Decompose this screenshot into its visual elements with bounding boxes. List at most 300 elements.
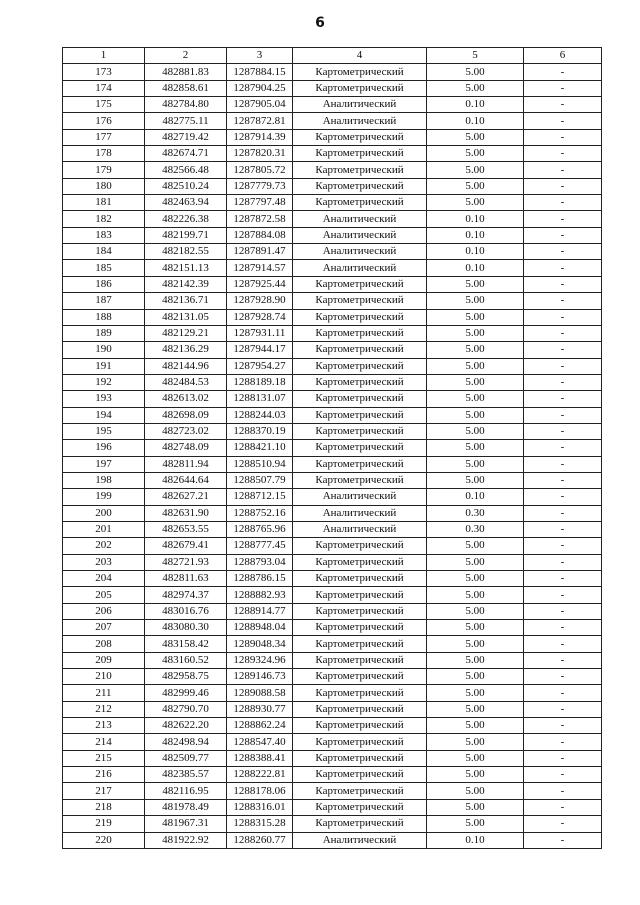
table-row xyxy=(63,374,602,390)
table-row xyxy=(63,816,602,832)
table-row xyxy=(63,620,602,636)
cell-accuracy: 5.00 xyxy=(427,783,524,799)
cell-point-number: 185 xyxy=(63,260,145,276)
cell-method: Картометрический xyxy=(293,195,427,211)
cell-accuracy: 5.00 xyxy=(427,80,524,96)
table-row xyxy=(63,505,602,521)
cell-x-coordinate: 481978.49 xyxy=(145,799,227,815)
cell-accuracy: 5.00 xyxy=(427,440,524,456)
cell-y-coordinate: 1287928.74 xyxy=(227,309,293,325)
cell-point-number: 177 xyxy=(63,129,145,145)
table-row xyxy=(63,276,602,292)
table-row xyxy=(63,146,602,162)
cell-accuracy: 0.10 xyxy=(427,97,524,113)
cell-note: - xyxy=(524,767,602,783)
cell-point-number: 181 xyxy=(63,195,145,211)
cell-note: - xyxy=(524,129,602,145)
cell-point-number: 214 xyxy=(63,734,145,750)
cell-point-number: 186 xyxy=(63,276,145,292)
cell-x-coordinate: 483160.52 xyxy=(145,652,227,668)
cell-x-coordinate: 482484.53 xyxy=(145,374,227,390)
page-number: 6 xyxy=(315,15,325,31)
cell-accuracy: 5.00 xyxy=(427,636,524,652)
cell-x-coordinate: 481922.92 xyxy=(145,832,227,848)
cell-method: Картометрический xyxy=(293,178,427,194)
cell-note: - xyxy=(524,571,602,587)
table-row xyxy=(63,129,602,145)
cell-note: - xyxy=(524,342,602,358)
cell-y-coordinate: 1287805.72 xyxy=(227,162,293,178)
cell-note: - xyxy=(524,521,602,537)
cell-note: - xyxy=(524,195,602,211)
cell-point-number: 180 xyxy=(63,178,145,194)
cell-method: Картометрический xyxy=(293,816,427,832)
cell-point-number: 208 xyxy=(63,636,145,652)
table-row xyxy=(63,767,602,783)
cell-note: - xyxy=(524,423,602,439)
cell-method: Картометрический xyxy=(293,603,427,619)
cell-note: - xyxy=(524,293,602,309)
table-row xyxy=(63,832,602,848)
cell-point-number: 219 xyxy=(63,816,145,832)
table-row xyxy=(63,407,602,423)
cell-method: Аналитический xyxy=(293,260,427,276)
cell-accuracy: 5.00 xyxy=(427,685,524,701)
table-row xyxy=(63,603,602,619)
cell-y-coordinate: 1288244.03 xyxy=(227,407,293,423)
cell-x-coordinate: 482463.94 xyxy=(145,195,227,211)
cell-accuracy: 5.00 xyxy=(427,718,524,734)
cell-accuracy: 5.00 xyxy=(427,799,524,815)
cell-x-coordinate: 482627.21 xyxy=(145,489,227,505)
cell-accuracy: 5.00 xyxy=(427,391,524,407)
table-body xyxy=(63,64,602,849)
cell-note: - xyxy=(524,783,602,799)
table-row xyxy=(63,64,602,80)
cell-y-coordinate: 1288752.16 xyxy=(227,505,293,521)
table-row xyxy=(63,685,602,701)
cell-accuracy: 5.00 xyxy=(427,587,524,603)
cell-point-number: 217 xyxy=(63,783,145,799)
cell-accuracy: 5.00 xyxy=(427,750,524,766)
cell-accuracy: 5.00 xyxy=(427,374,524,390)
cell-method: Картометрический xyxy=(293,750,427,766)
cell-x-coordinate: 482199.71 xyxy=(145,227,227,243)
cell-accuracy: 5.00 xyxy=(427,293,524,309)
cell-accuracy: 5.00 xyxy=(427,701,524,717)
cell-point-number: 174 xyxy=(63,80,145,96)
table-row xyxy=(63,701,602,717)
table-row xyxy=(63,456,602,472)
cell-x-coordinate: 482613.02 xyxy=(145,391,227,407)
cell-y-coordinate: 1288507.79 xyxy=(227,472,293,488)
cell-x-coordinate: 482653.55 xyxy=(145,521,227,537)
cell-y-coordinate: 1287944.17 xyxy=(227,342,293,358)
cell-accuracy: 5.00 xyxy=(427,652,524,668)
table-row xyxy=(63,162,602,178)
cell-note: - xyxy=(524,620,602,636)
table-row xyxy=(63,178,602,194)
cell-y-coordinate: 1289048.34 xyxy=(227,636,293,652)
cell-point-number: 218 xyxy=(63,799,145,815)
cell-y-coordinate: 1289088.58 xyxy=(227,685,293,701)
table-row xyxy=(63,358,602,374)
cell-note: - xyxy=(524,701,602,717)
cell-y-coordinate: 1287925.44 xyxy=(227,276,293,292)
cell-y-coordinate: 1288777.45 xyxy=(227,538,293,554)
cell-y-coordinate: 1289146.73 xyxy=(227,669,293,685)
cell-note: - xyxy=(524,64,602,80)
cell-point-number: 211 xyxy=(63,685,145,701)
cell-point-number: 220 xyxy=(63,832,145,848)
cell-point-number: 197 xyxy=(63,456,145,472)
cell-point-number: 209 xyxy=(63,652,145,668)
cell-y-coordinate: 1288222.81 xyxy=(227,767,293,783)
cell-method: Картометрический xyxy=(293,636,427,652)
cell-method: Картометрический xyxy=(293,358,427,374)
cell-point-number: 216 xyxy=(63,767,145,783)
table-row xyxy=(63,113,602,129)
cell-note: - xyxy=(524,391,602,407)
cell-accuracy: 5.00 xyxy=(427,342,524,358)
cell-method: Аналитический xyxy=(293,211,427,227)
cell-point-number: 196 xyxy=(63,440,145,456)
cell-accuracy: 5.00 xyxy=(427,423,524,439)
cell-accuracy: 5.00 xyxy=(427,734,524,750)
cell-x-coordinate: 482723.02 xyxy=(145,423,227,439)
cell-method: Аналитический xyxy=(293,97,427,113)
cell-method: Картометрический xyxy=(293,734,427,750)
cell-y-coordinate: 1288765.96 xyxy=(227,521,293,537)
cell-x-coordinate: 482136.71 xyxy=(145,293,227,309)
table-row xyxy=(63,472,602,488)
table-row xyxy=(63,260,602,276)
cell-x-coordinate: 482510.24 xyxy=(145,178,227,194)
cell-note: - xyxy=(524,456,602,472)
cell-x-coordinate: 482721.93 xyxy=(145,554,227,570)
cell-y-coordinate: 1287928.90 xyxy=(227,293,293,309)
table-row xyxy=(63,538,602,554)
cell-x-coordinate: 482498.94 xyxy=(145,734,227,750)
cell-point-number: 204 xyxy=(63,571,145,587)
cell-note: - xyxy=(524,489,602,505)
cell-note: - xyxy=(524,97,602,113)
cell-y-coordinate: 1288388.41 xyxy=(227,750,293,766)
cell-y-coordinate: 1287872.58 xyxy=(227,211,293,227)
column-header: 5 xyxy=(427,48,524,64)
table-row xyxy=(63,195,602,211)
cell-method: Картометрический xyxy=(293,472,427,488)
cell-x-coordinate: 483158.42 xyxy=(145,636,227,652)
cell-method: Картометрический xyxy=(293,391,427,407)
cell-point-number: 200 xyxy=(63,505,145,521)
cell-x-coordinate: 482858.61 xyxy=(145,80,227,96)
coordinates-table xyxy=(62,47,602,849)
cell-note: - xyxy=(524,472,602,488)
cell-method: Картометрический xyxy=(293,374,427,390)
cell-note: - xyxy=(524,325,602,341)
cell-note: - xyxy=(524,636,602,652)
cell-accuracy: 5.00 xyxy=(427,146,524,162)
cell-point-number: 188 xyxy=(63,309,145,325)
cell-accuracy: 5.00 xyxy=(427,276,524,292)
cell-accuracy: 5.00 xyxy=(427,620,524,636)
cell-x-coordinate: 482622.20 xyxy=(145,718,227,734)
cell-accuracy: 5.00 xyxy=(427,162,524,178)
cell-y-coordinate: 1287914.57 xyxy=(227,260,293,276)
cell-note: - xyxy=(524,505,602,521)
cell-method: Картометрический xyxy=(293,587,427,603)
cell-note: - xyxy=(524,309,602,325)
table-row xyxy=(63,734,602,750)
cell-method: Аналитический xyxy=(293,505,427,521)
cell-point-number: 213 xyxy=(63,718,145,734)
cell-method: Картометрический xyxy=(293,718,427,734)
cell-point-number: 176 xyxy=(63,113,145,129)
cell-note: - xyxy=(524,80,602,96)
cell-method: Картометрический xyxy=(293,293,427,309)
cell-x-coordinate: 482974.37 xyxy=(145,587,227,603)
cell-method: Картометрический xyxy=(293,620,427,636)
cell-y-coordinate: 1288712.15 xyxy=(227,489,293,505)
cell-y-coordinate: 1288421.10 xyxy=(227,440,293,456)
cell-x-coordinate: 483016.76 xyxy=(145,603,227,619)
cell-note: - xyxy=(524,832,602,848)
cell-point-number: 210 xyxy=(63,669,145,685)
table-row xyxy=(63,718,602,734)
cell-method: Картометрический xyxy=(293,554,427,570)
cell-y-coordinate: 1288793.04 xyxy=(227,554,293,570)
table-row xyxy=(63,423,602,439)
cell-point-number: 190 xyxy=(63,342,145,358)
cell-y-coordinate: 1288315.28 xyxy=(227,816,293,832)
cell-accuracy: 5.00 xyxy=(427,309,524,325)
column-header: 3 xyxy=(227,48,293,64)
cell-y-coordinate: 1287914.39 xyxy=(227,129,293,145)
cell-accuracy: 5.00 xyxy=(427,538,524,554)
cell-point-number: 194 xyxy=(63,407,145,423)
cell-point-number: 203 xyxy=(63,554,145,570)
cell-point-number: 179 xyxy=(63,162,145,178)
cell-method: Картометрический xyxy=(293,440,427,456)
cell-note: - xyxy=(524,260,602,276)
table-row xyxy=(63,97,602,113)
cell-y-coordinate: 1287872.81 xyxy=(227,113,293,129)
cell-note: - xyxy=(524,178,602,194)
column-header: 1 xyxy=(63,48,145,64)
cell-method: Картометрический xyxy=(293,571,427,587)
cell-point-number: 173 xyxy=(63,64,145,80)
table-row xyxy=(63,799,602,815)
cell-method: Аналитический xyxy=(293,244,427,260)
cell-note: - xyxy=(524,816,602,832)
table-row xyxy=(63,325,602,341)
cell-x-coordinate: 482129.21 xyxy=(145,325,227,341)
cell-note: - xyxy=(524,162,602,178)
cell-method: Картометрический xyxy=(293,407,427,423)
cell-accuracy: 5.00 xyxy=(427,407,524,423)
cell-x-coordinate: 482999.46 xyxy=(145,685,227,701)
cell-method: Аналитический xyxy=(293,113,427,129)
cell-note: - xyxy=(524,799,602,815)
table-row xyxy=(63,440,602,456)
cell-x-coordinate: 482958.75 xyxy=(145,669,227,685)
table-row xyxy=(63,244,602,260)
cell-point-number: 193 xyxy=(63,391,145,407)
table-row xyxy=(63,636,602,652)
cell-accuracy: 0.10 xyxy=(427,832,524,848)
cell-note: - xyxy=(524,227,602,243)
cell-point-number: 201 xyxy=(63,521,145,537)
cell-x-coordinate: 482644.64 xyxy=(145,472,227,488)
table-row xyxy=(63,783,602,799)
table-header-row xyxy=(63,48,602,64)
cell-note: - xyxy=(524,750,602,766)
cell-y-coordinate: 1287954.27 xyxy=(227,358,293,374)
cell-note: - xyxy=(524,538,602,554)
cell-method: Аналитический xyxy=(293,227,427,243)
cell-point-number: 175 xyxy=(63,97,145,113)
cell-note: - xyxy=(524,374,602,390)
cell-note: - xyxy=(524,734,602,750)
cell-y-coordinate: 1288914.77 xyxy=(227,603,293,619)
table-row xyxy=(63,227,602,243)
cell-accuracy: 0.10 xyxy=(427,113,524,129)
cell-point-number: 192 xyxy=(63,374,145,390)
cell-x-coordinate: 482748.09 xyxy=(145,440,227,456)
cell-x-coordinate: 482698.09 xyxy=(145,407,227,423)
cell-note: - xyxy=(524,587,602,603)
cell-accuracy: 0.30 xyxy=(427,521,524,537)
cell-y-coordinate: 1287884.08 xyxy=(227,227,293,243)
cell-accuracy: 5.00 xyxy=(427,669,524,685)
cell-note: - xyxy=(524,554,602,570)
cell-method: Картометрический xyxy=(293,325,427,341)
cell-accuracy: 5.00 xyxy=(427,571,524,587)
cell-x-coordinate: 481967.31 xyxy=(145,816,227,832)
cell-note: - xyxy=(524,652,602,668)
table-row xyxy=(63,211,602,227)
cell-point-number: 207 xyxy=(63,620,145,636)
column-header: 2 xyxy=(145,48,227,64)
cell-method: Картометрический xyxy=(293,309,427,325)
cell-x-coordinate: 482116.95 xyxy=(145,783,227,799)
cell-x-coordinate: 482881.83 xyxy=(145,64,227,80)
cell-accuracy: 5.00 xyxy=(427,129,524,145)
cell-note: - xyxy=(524,669,602,685)
cell-x-coordinate: 482674.71 xyxy=(145,146,227,162)
cell-point-number: 202 xyxy=(63,538,145,554)
cell-accuracy: 5.00 xyxy=(427,325,524,341)
cell-accuracy: 0.10 xyxy=(427,244,524,260)
cell-accuracy: 5.00 xyxy=(427,472,524,488)
table-row xyxy=(63,342,602,358)
cell-method: Аналитический xyxy=(293,521,427,537)
table-row xyxy=(63,587,602,603)
cell-x-coordinate: 482144.96 xyxy=(145,358,227,374)
cell-method: Картометрический xyxy=(293,276,427,292)
cell-y-coordinate: 1287904.25 xyxy=(227,80,293,96)
column-header: 6 xyxy=(524,48,602,64)
cell-x-coordinate: 482136.29 xyxy=(145,342,227,358)
cell-y-coordinate: 1289324.96 xyxy=(227,652,293,668)
cell-x-coordinate: 482566.48 xyxy=(145,162,227,178)
cell-y-coordinate: 1288370.19 xyxy=(227,423,293,439)
cell-accuracy: 5.00 xyxy=(427,195,524,211)
table-row xyxy=(63,80,602,96)
cell-x-coordinate: 482790.70 xyxy=(145,701,227,717)
cell-x-coordinate: 482509.77 xyxy=(145,750,227,766)
cell-x-coordinate: 482182.55 xyxy=(145,244,227,260)
cell-y-coordinate: 1287891.47 xyxy=(227,244,293,260)
table-row xyxy=(63,750,602,766)
cell-method: Картометрический xyxy=(293,423,427,439)
cell-point-number: 178 xyxy=(63,146,145,162)
cell-y-coordinate: 1288189.18 xyxy=(227,374,293,390)
cell-y-coordinate: 1287779.73 xyxy=(227,178,293,194)
cell-x-coordinate: 482131.05 xyxy=(145,309,227,325)
cell-point-number: 183 xyxy=(63,227,145,243)
cell-x-coordinate: 482151.13 xyxy=(145,260,227,276)
cell-point-number: 205 xyxy=(63,587,145,603)
table-row xyxy=(63,309,602,325)
cell-method: Картометрический xyxy=(293,80,427,96)
cell-y-coordinate: 1288131.07 xyxy=(227,391,293,407)
cell-y-coordinate: 1288178.06 xyxy=(227,783,293,799)
cell-note: - xyxy=(524,685,602,701)
cell-point-number: 191 xyxy=(63,358,145,374)
cell-note: - xyxy=(524,407,602,423)
cell-method: Аналитический xyxy=(293,489,427,505)
cell-accuracy: 5.00 xyxy=(427,603,524,619)
cell-note: - xyxy=(524,113,602,129)
cell-accuracy: 0.10 xyxy=(427,260,524,276)
cell-y-coordinate: 1287905.04 xyxy=(227,97,293,113)
cell-x-coordinate: 482784.80 xyxy=(145,97,227,113)
cell-method: Картометрический xyxy=(293,456,427,472)
cell-note: - xyxy=(524,603,602,619)
table-row xyxy=(63,652,602,668)
table-row xyxy=(63,669,602,685)
cell-note: - xyxy=(524,276,602,292)
cell-point-number: 189 xyxy=(63,325,145,341)
cell-y-coordinate: 1288316.01 xyxy=(227,799,293,815)
cell-method: Картометрический xyxy=(293,146,427,162)
cell-y-coordinate: 1287820.31 xyxy=(227,146,293,162)
cell-y-coordinate: 1288547.40 xyxy=(227,734,293,750)
cell-accuracy: 5.00 xyxy=(427,358,524,374)
cell-note: - xyxy=(524,718,602,734)
cell-point-number: 212 xyxy=(63,701,145,717)
cell-point-number: 195 xyxy=(63,423,145,439)
cell-x-coordinate: 482631.90 xyxy=(145,505,227,521)
cell-x-coordinate: 482775.11 xyxy=(145,113,227,129)
table-row xyxy=(63,521,602,537)
cell-y-coordinate: 1288786.15 xyxy=(227,571,293,587)
cell-point-number: 199 xyxy=(63,489,145,505)
cell-note: - xyxy=(524,211,602,227)
cell-accuracy: 5.00 xyxy=(427,178,524,194)
cell-accuracy: 0.30 xyxy=(427,505,524,521)
cell-x-coordinate: 482811.63 xyxy=(145,571,227,587)
cell-accuracy: 5.00 xyxy=(427,554,524,570)
cell-y-coordinate: 1287931.11 xyxy=(227,325,293,341)
cell-x-coordinate: 482811.94 xyxy=(145,456,227,472)
cell-point-number: 184 xyxy=(63,244,145,260)
cell-method: Картометрический xyxy=(293,64,427,80)
cell-note: - xyxy=(524,358,602,374)
cell-method: Аналитический xyxy=(293,832,427,848)
